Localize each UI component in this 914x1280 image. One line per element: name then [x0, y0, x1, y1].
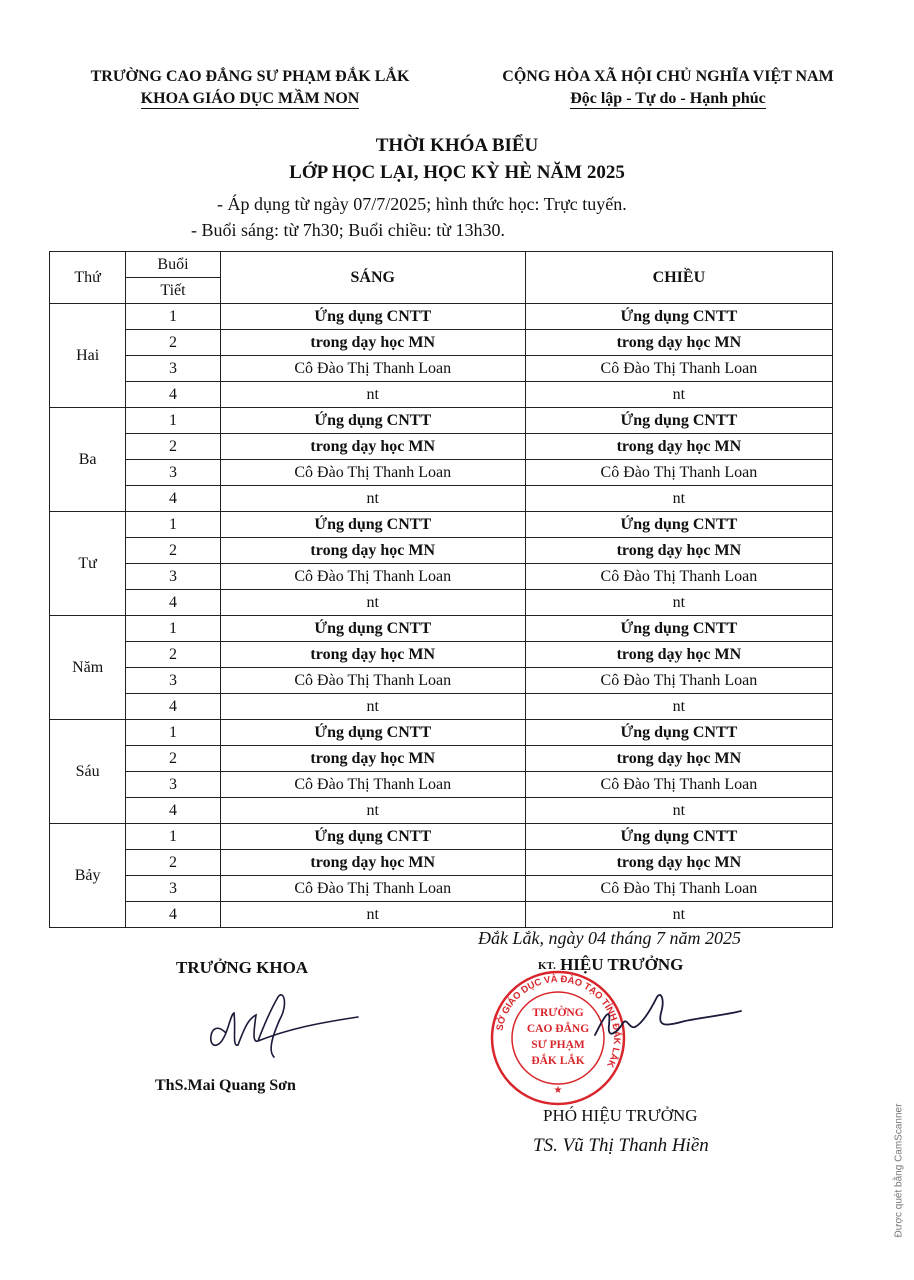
- period-number-cell: 3: [126, 356, 220, 382]
- morning-cell: Ứng dụng CNTT: [220, 824, 525, 850]
- morning-cell: Ứng dụng CNTT: [220, 616, 525, 642]
- document-title: THỜI KHÓA BIỂU: [375, 135, 539, 156]
- period-number-cell: 2: [126, 642, 220, 668]
- table-row: [50, 746, 833, 772]
- morning-cell: Ứng dụng CNTT: [220, 408, 525, 434]
- day-cell: Tư: [50, 512, 126, 616]
- afternoon-cell: nt: [525, 798, 832, 824]
- table-row: [50, 850, 833, 876]
- note-apply-date: - Áp dụng từ ngày 07/7/2025; hình thức học: Trực tuyến.: [217, 194, 627, 214]
- table-row: [50, 616, 833, 642]
- table-row: [50, 772, 833, 798]
- morning-cell: Ứng dụng CNTT: [220, 512, 525, 538]
- morning-cell: Cô Đào Thị Thanh Loan: [220, 668, 525, 694]
- principal-title-text: HIỆU TRƯỞNG: [560, 955, 684, 974]
- period-number-cell: 1: [126, 408, 220, 434]
- period-number-cell: 2: [126, 434, 220, 460]
- period-number-cell: 3: [126, 668, 220, 694]
- afternoon-cell: nt: [525, 486, 832, 512]
- table-row: [50, 876, 833, 902]
- period-number-cell: 1: [126, 512, 220, 538]
- dean-title: TRƯỞNG KHOA: [176, 958, 309, 977]
- table-row: [50, 642, 833, 668]
- table-row: [50, 356, 833, 382]
- period-number-cell: 1: [126, 824, 220, 850]
- morning-cell: Cô Đào Thị Thanh Loan: [220, 356, 525, 382]
- morning-cell: trong dạy học MN: [220, 538, 525, 564]
- afternoon-cell: nt: [525, 694, 832, 720]
- svg-text:CAO ĐẲNG: CAO ĐẲNG: [526, 1023, 590, 1035]
- afternoon-cell: trong dạy học MN: [525, 538, 832, 564]
- scanner-note: Được quét bằng CamScanner: [893, 1103, 905, 1238]
- national-header: [448, 66, 888, 110]
- afternoon-cell: nt: [525, 590, 832, 616]
- afternoon-cell: trong dạy học MN: [525, 746, 832, 772]
- morning-cell: nt: [220, 694, 525, 720]
- header-chieu: CHIỀU: [525, 252, 832, 304]
- table-row: [50, 512, 833, 538]
- period-number-cell: 4: [126, 590, 220, 616]
- period-number-cell: 4: [126, 902, 220, 928]
- day-cell: Bảy: [50, 824, 126, 928]
- period-number-cell: 1: [126, 720, 220, 746]
- morning-cell: Cô Đào Thị Thanh Loan: [220, 460, 525, 486]
- svg-text:TRƯỜNG: TRƯỜNG: [532, 1007, 584, 1019]
- timetable-body: [50, 304, 833, 928]
- table-row: [50, 668, 833, 694]
- afternoon-cell: trong dạy học MN: [525, 434, 832, 460]
- header-buoi-tiet: [126, 252, 220, 304]
- afternoon-cell: Ứng dụng CNTT: [525, 304, 832, 330]
- vice-principal-title: PHÓ HIỆU TRƯỞNG: [543, 1106, 698, 1125]
- header-buoi: Buổi: [126, 252, 219, 278]
- day-cell: Ba: [50, 408, 126, 512]
- afternoon-cell: Cô Đào Thị Thanh Loan: [525, 668, 832, 694]
- afternoon-cell: Cô Đào Thị Thanh Loan: [525, 564, 832, 590]
- svg-text:★: ★: [553, 1085, 563, 1096]
- afternoon-cell: Cô Đào Thị Thanh Loan: [525, 876, 832, 902]
- afternoon-cell: trong dạy học MN: [525, 642, 832, 668]
- table-row: [50, 538, 833, 564]
- table-row: [50, 902, 833, 928]
- dean-signature: [198, 985, 363, 1070]
- timetable: [49, 251, 833, 928]
- table-row: [50, 408, 833, 434]
- table-row: [50, 798, 833, 824]
- period-number-cell: 2: [126, 538, 220, 564]
- period-number-cell: 3: [126, 460, 220, 486]
- table-row: [50, 460, 833, 486]
- afternoon-cell: Cô Đào Thị Thanh Loan: [525, 772, 832, 798]
- table-row: [50, 382, 833, 408]
- morning-cell: nt: [220, 590, 525, 616]
- afternoon-cell: Ứng dụng CNTT: [525, 408, 832, 434]
- national-motto: Độc lập - Tự do - Hạnh phúc: [570, 90, 766, 107]
- day-cell: Năm: [50, 616, 126, 720]
- period-number-cell: 1: [126, 304, 220, 330]
- table-row: [50, 330, 833, 356]
- faculty-name: KHOA GIÁO DỤC MẦM NON: [140, 90, 360, 107]
- period-number-cell: 2: [126, 850, 220, 876]
- day-cell: Hai: [50, 304, 126, 408]
- afternoon-cell: Ứng dụng CNTT: [525, 512, 832, 538]
- principal-prefix: KT.: [538, 960, 556, 973]
- place-date: Đắk Lắk, ngày 04 tháng 7 năm 2025: [478, 928, 741, 948]
- afternoon-cell: nt: [525, 902, 832, 928]
- morning-cell: nt: [220, 902, 525, 928]
- document-subtitle: LỚP HỌC LẠI, HỌC KỲ HÈ NĂM 2025: [289, 162, 625, 183]
- afternoon-cell: Ứng dụng CNTT: [525, 616, 832, 642]
- morning-cell: Ứng dụng CNTT: [220, 720, 525, 746]
- afternoon-cell: nt: [525, 382, 832, 408]
- morning-cell: trong dạy học MN: [220, 434, 525, 460]
- morning-cell: nt: [220, 382, 525, 408]
- header-sang: SÁNG: [220, 252, 525, 304]
- national-name: CỘNG HÒA XÃ HỘI CHỦ NGHĨA VIỆT NAM: [502, 68, 834, 85]
- afternoon-cell: trong dạy học MN: [525, 330, 832, 356]
- afternoon-cell: Cô Đào Thị Thanh Loan: [525, 356, 832, 382]
- morning-cell: trong dạy học MN: [220, 642, 525, 668]
- period-number-cell: 3: [126, 876, 220, 902]
- dean-name: ThS.Mai Quang Sơn: [155, 1077, 296, 1094]
- timetable-header-row: [50, 252, 833, 304]
- morning-cell: nt: [220, 798, 525, 824]
- morning-cell: nt: [220, 486, 525, 512]
- period-number-cell: 4: [126, 694, 220, 720]
- table-row: [50, 434, 833, 460]
- morning-cell: Cô Đào Thị Thanh Loan: [220, 564, 525, 590]
- period-number-cell: 1: [126, 616, 220, 642]
- header-tiet: Tiết: [160, 282, 186, 299]
- period-number-cell: 3: [126, 772, 220, 798]
- period-number-cell: 4: [126, 382, 220, 408]
- school-header: [40, 66, 460, 110]
- morning-cell: Ứng dụng CNTT: [220, 304, 525, 330]
- afternoon-cell: Cô Đào Thị Thanh Loan: [525, 460, 832, 486]
- table-row: [50, 590, 833, 616]
- svg-text:SƯ PHẠM: SƯ PHẠM: [531, 1039, 585, 1051]
- table-row: [50, 304, 833, 330]
- period-number-cell: 2: [126, 746, 220, 772]
- svg-text:SỞ GIÁO DỤC VÀ ĐÀO TẠO TỈNH ĐẮ: SỞ GIÁO DỤC VÀ ĐÀO TẠO TỈNH ĐẮK LẮK: [494, 973, 623, 1070]
- afternoon-cell: Ứng dụng CNTT: [525, 720, 832, 746]
- morning-cell: trong dạy học MN: [220, 330, 525, 356]
- table-row: [50, 486, 833, 512]
- school-name: TRƯỜNG CAO ĐẲNG SƯ PHẠM ĐẮK LẮK: [90, 68, 410, 85]
- period-number-cell: 2: [126, 330, 220, 356]
- afternoon-cell: Ứng dụng CNTT: [525, 824, 832, 850]
- morning-cell: trong dạy học MN: [220, 850, 525, 876]
- period-number-cell: 4: [126, 486, 220, 512]
- day-cell: Sáu: [50, 720, 126, 824]
- table-row: [50, 824, 833, 850]
- morning-cell: Cô Đào Thị Thanh Loan: [220, 772, 525, 798]
- table-row: [50, 694, 833, 720]
- header-thu: Thứ: [50, 252, 126, 304]
- table-row: [50, 564, 833, 590]
- principal-signature: [565, 985, 745, 1055]
- vice-principal-name: TS. Vũ Thị Thanh Hiền: [533, 1135, 709, 1156]
- period-number-cell: 3: [126, 564, 220, 590]
- morning-cell: trong dạy học MN: [220, 746, 525, 772]
- period-number-cell: 4: [126, 798, 220, 824]
- morning-cell: Cô Đào Thị Thanh Loan: [220, 876, 525, 902]
- afternoon-cell: trong dạy học MN: [525, 850, 832, 876]
- note-session-times: - Buổi sáng: từ 7h30; Buổi chiều: từ 13h30.: [191, 220, 505, 240]
- table-row: [50, 720, 833, 746]
- svg-text:ĐẮK LẮK: ĐẮK LẮK: [531, 1055, 585, 1067]
